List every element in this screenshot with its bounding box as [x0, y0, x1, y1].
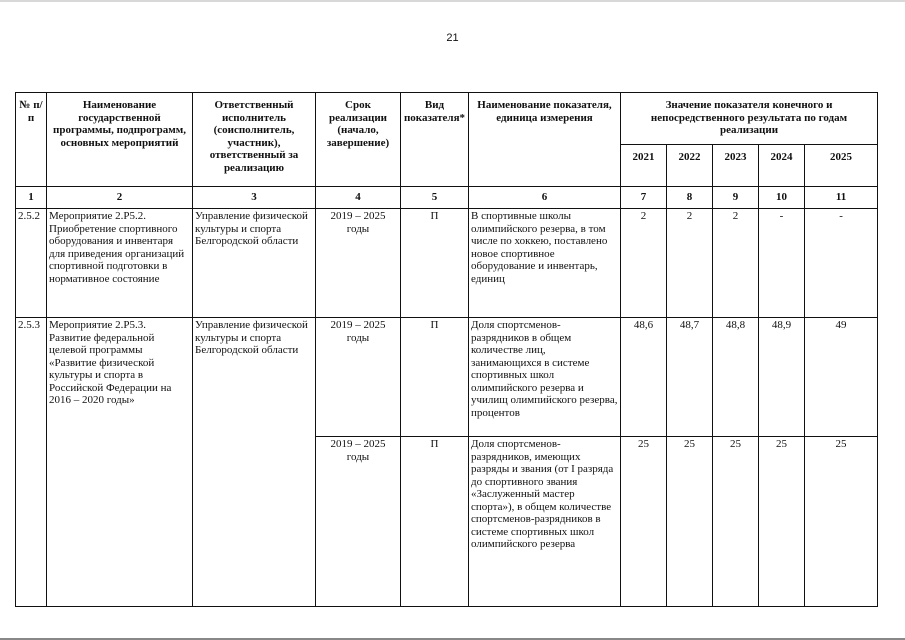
- header-name: Наименование государственной программы, подпрограмм, основных мероприятий: [47, 93, 193, 187]
- header-row: [16, 93, 878, 145]
- header-year: 2022: [667, 145, 713, 187]
- value-2022: 48,7: [667, 318, 713, 437]
- column-number: 5: [401, 187, 469, 209]
- header-year: 2023: [713, 145, 759, 187]
- value-2023: 25: [713, 437, 759, 607]
- column-number: 3: [193, 187, 316, 209]
- column-number: 9: [713, 187, 759, 209]
- page-number: 21: [446, 32, 459, 44]
- value-2024: 25: [759, 437, 805, 607]
- value-2023: 2: [713, 209, 759, 318]
- header-year: 2025: [805, 145, 878, 187]
- column-number: 2: [47, 187, 193, 209]
- value-2021: 2: [621, 209, 667, 318]
- header-values-group: Значение показателя конечного и непосредственного результата по годам реализации: [621, 93, 878, 145]
- responsible-executor: Управление физической культуры и спорта Белгородской области: [193, 209, 316, 318]
- header-year: 2024: [759, 145, 805, 187]
- value-2022: 25: [667, 437, 713, 607]
- indicator-type: П: [401, 318, 469, 437]
- table-row: [16, 318, 878, 437]
- indicator-name: Доля спортсменов-разрядников в общем количестве лиц, занимающихся в системе спортивных школ олимпийского резерва и училищ олимпийского резерва, процентов: [469, 318, 621, 437]
- indicator-type: П: [401, 437, 469, 607]
- activity-name: Мероприятие 2.Р5.3. Развитие федеральной целевой программы «Развитие физической культуры и спорта в Российской Федерации на 2016 – 2020 годы»: [47, 318, 193, 607]
- value-2024: 48,9: [759, 318, 805, 437]
- page-top-edge: [0, 0, 905, 2]
- indicator-name: В спортивные школы олимпийского резерва, в том числе по хоккею, поставлено новое спортивное оборудование и инвентарь, единиц: [469, 209, 621, 318]
- value-2021: 25: [621, 437, 667, 607]
- header-num: № п/п: [16, 93, 47, 187]
- column-numbers-row: [16, 187, 878, 209]
- value-2021: 48,6: [621, 318, 667, 437]
- header-indicator-type: Вид показателя*: [401, 93, 469, 187]
- value-2025: 25: [805, 437, 878, 607]
- column-number: 10: [759, 187, 805, 209]
- column-number: 8: [667, 187, 713, 209]
- row-number: 2.5.2: [16, 209, 47, 318]
- table-row: [16, 209, 878, 318]
- column-number: 4: [316, 187, 401, 209]
- value-2025: -: [805, 209, 878, 318]
- column-number: 7: [621, 187, 667, 209]
- value-2024: -: [759, 209, 805, 318]
- value-2023: 48,8: [713, 318, 759, 437]
- value-2022: 2: [667, 209, 713, 318]
- implementation-period: 2019 – 2025 годы: [316, 318, 401, 437]
- column-number: 1: [16, 187, 47, 209]
- implementation-period: 2019 – 2025 годы: [316, 209, 401, 318]
- responsible-executor: Управление физической культуры и спорта Белгородской области: [193, 318, 316, 607]
- indicator-type: П: [401, 209, 469, 318]
- program-table: [15, 92, 878, 607]
- activity-name: Мероприятие 2.Р5.2. Приобретение спортивного оборудования и инвентаря для приведения организаций спортивной подготовки в нормативное состояние: [47, 209, 193, 318]
- header-indicator-name: Наименование показателя, единица измерения: [469, 93, 621, 187]
- header-period: Срок реализации (начало, завершение): [316, 93, 401, 187]
- header-executor: Ответственный исполнитель (соисполнитель, участник), ответственный за реализацию: [193, 93, 316, 187]
- indicator-name: Доля спортсменов-разрядников, имеющих разряды и звания (от I разряда до спортивного звания «Заслуженный мастер спорта»), в общем количестве спортсменов-разрядников в системе спортивных школ олимпийского резерва: [469, 437, 621, 607]
- column-number: 6: [469, 187, 621, 209]
- column-number: 11: [805, 187, 878, 209]
- row-number: 2.5.3: [16, 318, 47, 607]
- implementation-period: 2019 – 2025 годы: [316, 437, 401, 607]
- header-year: 2021: [621, 145, 667, 187]
- value-2025: 49: [805, 318, 878, 437]
